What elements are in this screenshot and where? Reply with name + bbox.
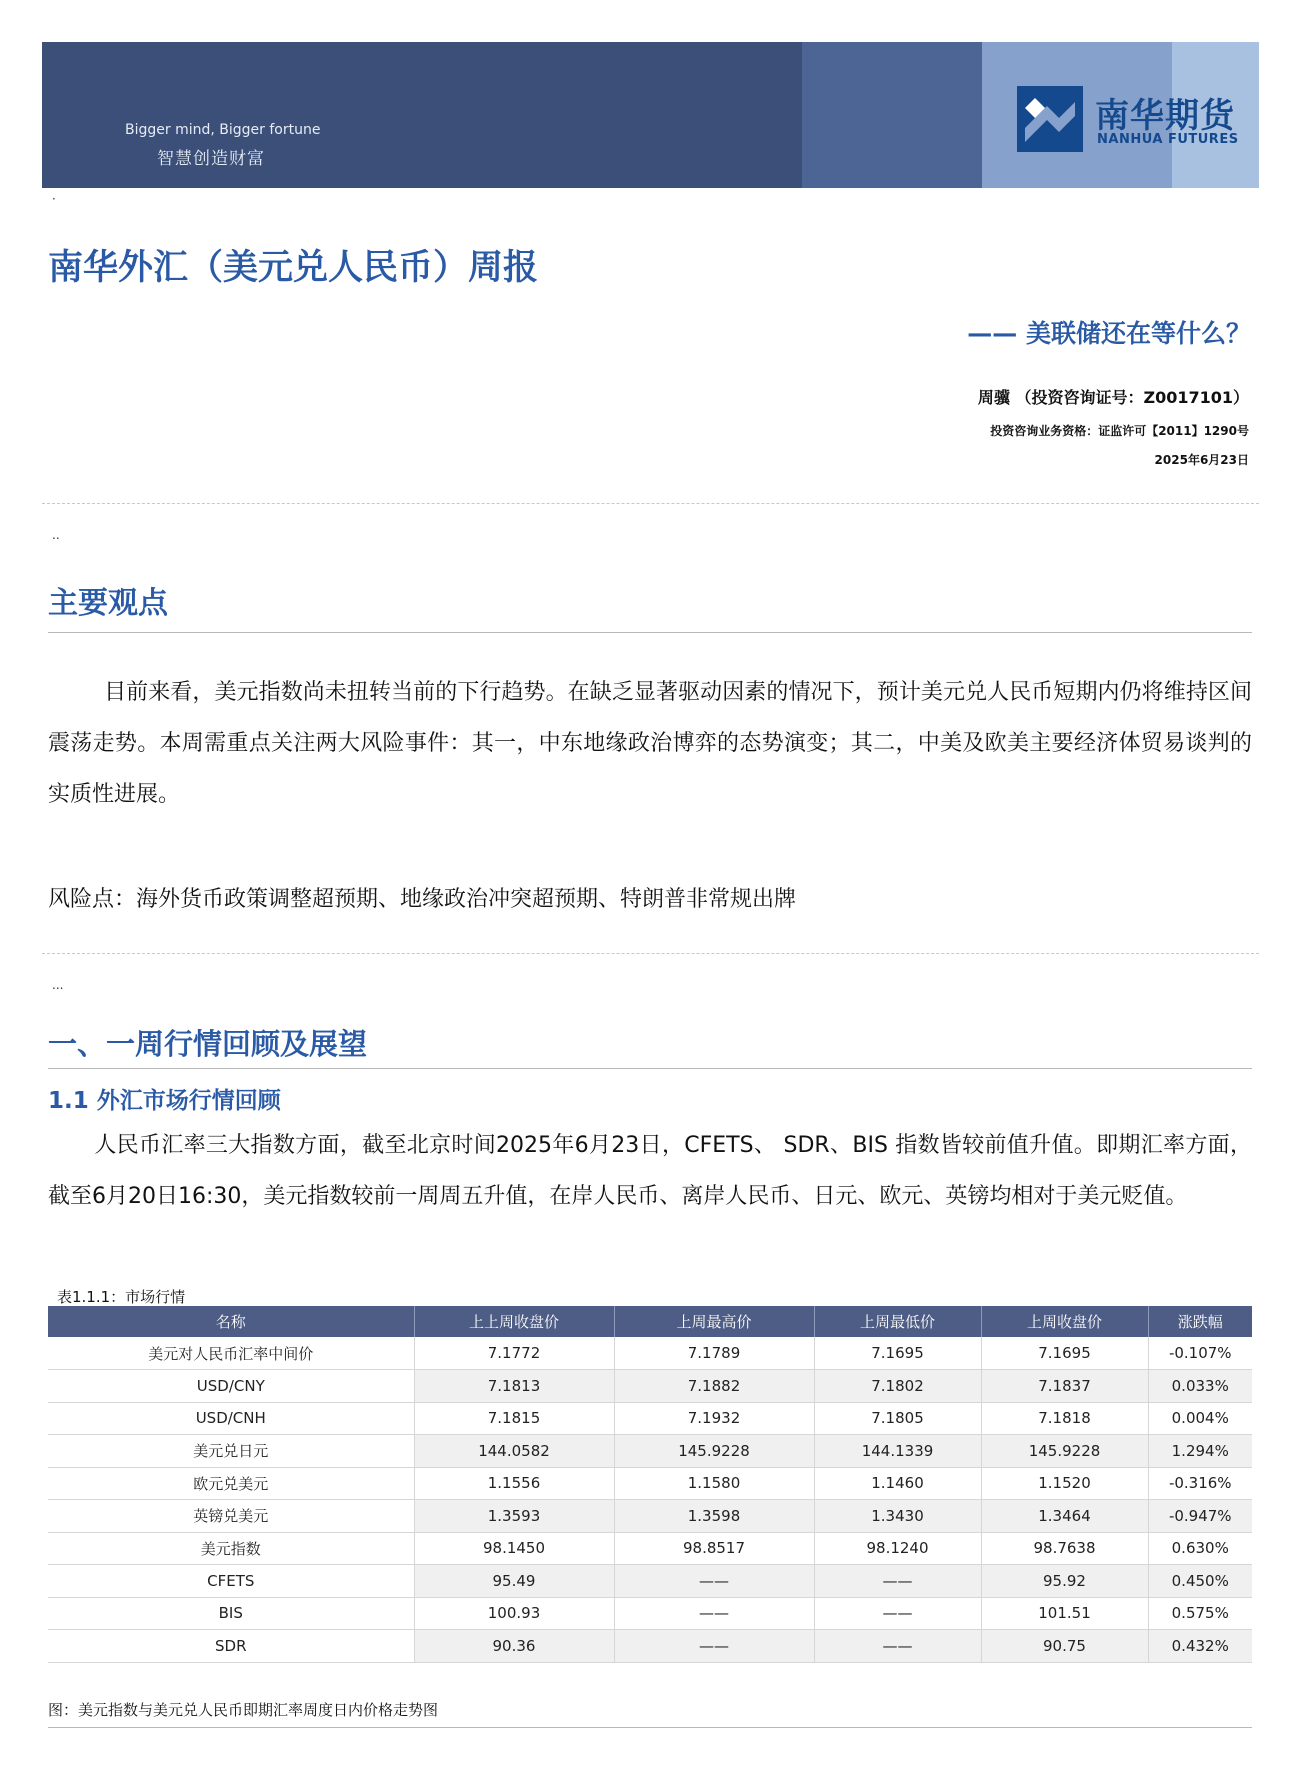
value-cell: 95.49	[414, 1565, 614, 1598]
value-cell: 1.1460	[814, 1467, 981, 1500]
row-label-cell: SDR	[48, 1630, 414, 1663]
divider	[48, 1727, 1252, 1728]
value-cell: 90.75	[981, 1630, 1148, 1663]
figure-caption: 图：美元指数与美元兑人民币即期汇率周度日内价格走势图	[48, 1701, 439, 1719]
value-cell: ——	[614, 1565, 814, 1598]
value-cell: 1.3593	[414, 1500, 614, 1533]
divider	[48, 632, 1252, 633]
report-subtitle: —— 美联储还在等什么？	[967, 319, 1251, 348]
value-cell: -0.947%	[1148, 1500, 1252, 1533]
row-label-cell: 美元对人民币汇率中间价	[48, 1337, 414, 1370]
column-header: 涨跌幅	[1148, 1306, 1252, 1337]
value-cell: 0.575%	[1148, 1597, 1252, 1630]
value-cell: 7.1695	[981, 1337, 1148, 1370]
table-row	[48, 1630, 1252, 1663]
key-points-paragraph	[48, 667, 1252, 820]
slogan-chinese: 智慧创造财富	[157, 149, 265, 169]
risk-points: 风险点：海外货币政策调整超预期、地缘政治冲突超预期、特朗普非常规出牌	[48, 887, 797, 912]
table-header-row	[48, 1306, 1252, 1337]
value-cell: 144.1339	[814, 1435, 981, 1468]
value-cell: 98.7638	[981, 1532, 1148, 1565]
table-row	[48, 1500, 1252, 1533]
value-cell: 98.8517	[614, 1532, 814, 1565]
value-cell: -0.107%	[1148, 1337, 1252, 1370]
value-cell: 7.1789	[614, 1337, 814, 1370]
value-cell: 7.1882	[614, 1370, 814, 1403]
row-label-cell: 美元兑日元	[48, 1435, 414, 1468]
subsection-heading-fx-review: 1.1 外汇市场行情回顾	[48, 1088, 281, 1114]
value-cell: 144.0582	[414, 1435, 614, 1468]
value-cell: 0.004%	[1148, 1402, 1252, 1435]
value-cell: 7.1772	[414, 1337, 614, 1370]
nanhua-logo-icon	[1017, 86, 1083, 152]
page-mark: ·	[52, 192, 56, 206]
row-label-cell: USD/CNY	[48, 1370, 414, 1403]
key-points-text: 目前来看，美元指数尚未扭转当前的下行趋势。在缺乏显著驱动因素的情况下，预计美元兑人民币短期内仍将维持区间震荡走势。本周需重点关注两大风险事件：其一，中东地缘政治博弈的态势演变；其二，中美及欧美主要经济体贸易谈判的实质性进展。	[48, 680, 1252, 807]
table-row	[48, 1402, 1252, 1435]
table-row	[48, 1565, 1252, 1598]
value-cell: 0.033%	[1148, 1370, 1252, 1403]
value-cell: 98.1450	[414, 1532, 614, 1565]
table-row	[48, 1370, 1252, 1403]
value-cell: 90.36	[414, 1630, 614, 1663]
value-cell: 0.450%	[1148, 1565, 1252, 1598]
report-date: 2025年6月23日	[1154, 453, 1249, 467]
value-cell: 1.3598	[614, 1500, 814, 1533]
divider	[42, 953, 1259, 954]
value-cell: 98.1240	[814, 1532, 981, 1565]
table-row	[48, 1467, 1252, 1500]
value-cell: ——	[614, 1597, 814, 1630]
page-mark: ..	[52, 528, 60, 542]
row-label-cell: BIS	[48, 1597, 414, 1630]
column-header: 上上周收盘价	[414, 1306, 614, 1337]
value-cell: 1.1520	[981, 1467, 1148, 1500]
value-cell: 1.294%	[1148, 1435, 1252, 1468]
value-cell: 7.1818	[981, 1402, 1148, 1435]
column-header: 上周最高价	[614, 1306, 814, 1337]
divider	[48, 1068, 1252, 1069]
value-cell: ——	[614, 1630, 814, 1663]
value-cell: 145.9228	[981, 1435, 1148, 1468]
row-label-cell: CFETS	[48, 1565, 414, 1598]
fx-review-paragraph	[48, 1120, 1252, 1222]
table-caption: 表1.1.1：市场行情	[57, 1288, 186, 1306]
logo-text-english: NANHUA FUTURES	[1097, 132, 1239, 147]
value-cell: 7.1813	[414, 1370, 614, 1403]
report-license: 投资咨询业务资格：证监许可【2011】1290号	[990, 424, 1249, 438]
value-cell: 0.630%	[1148, 1532, 1252, 1565]
logo-text-chinese: 南华期货	[1095, 96, 1235, 136]
value-cell: 100.93	[414, 1597, 614, 1630]
fx-review-text: 人民币汇率三大指数方面，截至北京时间2025年6月23日，CFETS、 SDR、BIS 指数皆较前值升值。即期汇率方面，截至6月20日16:30，美元指数较前一周周五升值，在岸人民币、离岸人民币、日元、欧元、英镑均相对于美元贬值。	[48, 1133, 1252, 1209]
value-cell: ——	[814, 1565, 981, 1598]
banner-band	[802, 42, 982, 188]
value-cell: ——	[814, 1630, 981, 1663]
value-cell: 7.1805	[814, 1402, 981, 1435]
row-label-cell: 欧元兑美元	[48, 1467, 414, 1500]
column-header: 上周最低价	[814, 1306, 981, 1337]
page-mark: ...	[52, 978, 64, 992]
value-cell: 95.92	[981, 1565, 1148, 1598]
value-cell: 1.1580	[614, 1467, 814, 1500]
value-cell: 7.1815	[414, 1402, 614, 1435]
row-label-cell: 英镑兑美元	[48, 1500, 414, 1533]
table-header	[48, 1306, 1252, 1337]
header-banner	[42, 42, 1259, 188]
section-heading-weekly-review: 一、一周行情回顾及展望	[48, 1027, 368, 1061]
value-cell: 1.1556	[414, 1467, 614, 1500]
row-label-cell: USD/CNH	[48, 1402, 414, 1435]
column-header: 上周收盘价	[981, 1306, 1148, 1337]
value-cell: ——	[814, 1597, 981, 1630]
table-row	[48, 1337, 1252, 1370]
value-cell: 7.1932	[614, 1402, 814, 1435]
value-cell: -0.316%	[1148, 1467, 1252, 1500]
market-table	[48, 1306, 1252, 1663]
value-cell: 145.9228	[614, 1435, 814, 1468]
value-cell: 101.51	[981, 1597, 1148, 1630]
report-title: 南华外汇（美元兑人民币）周报	[48, 248, 539, 288]
table-row	[48, 1532, 1252, 1565]
row-label-cell: 美元指数	[48, 1532, 414, 1565]
slogan-english: Bigger mind, Bigger fortune	[125, 122, 321, 138]
table-row	[48, 1435, 1252, 1468]
value-cell: 0.432%	[1148, 1630, 1252, 1663]
value-cell: 7.1802	[814, 1370, 981, 1403]
table-body	[48, 1337, 1252, 1662]
table-row	[48, 1597, 1252, 1630]
value-cell: 1.3464	[981, 1500, 1148, 1533]
section-heading-key-points: 主要观点	[48, 586, 168, 621]
value-cell: 1.3430	[814, 1500, 981, 1533]
value-cell: 7.1837	[981, 1370, 1148, 1403]
value-cell: 7.1695	[814, 1337, 981, 1370]
divider	[42, 503, 1259, 504]
report-author: 周骥 （投资咨询证号：Z0017101）	[977, 388, 1249, 407]
column-header: 名称	[48, 1306, 414, 1337]
